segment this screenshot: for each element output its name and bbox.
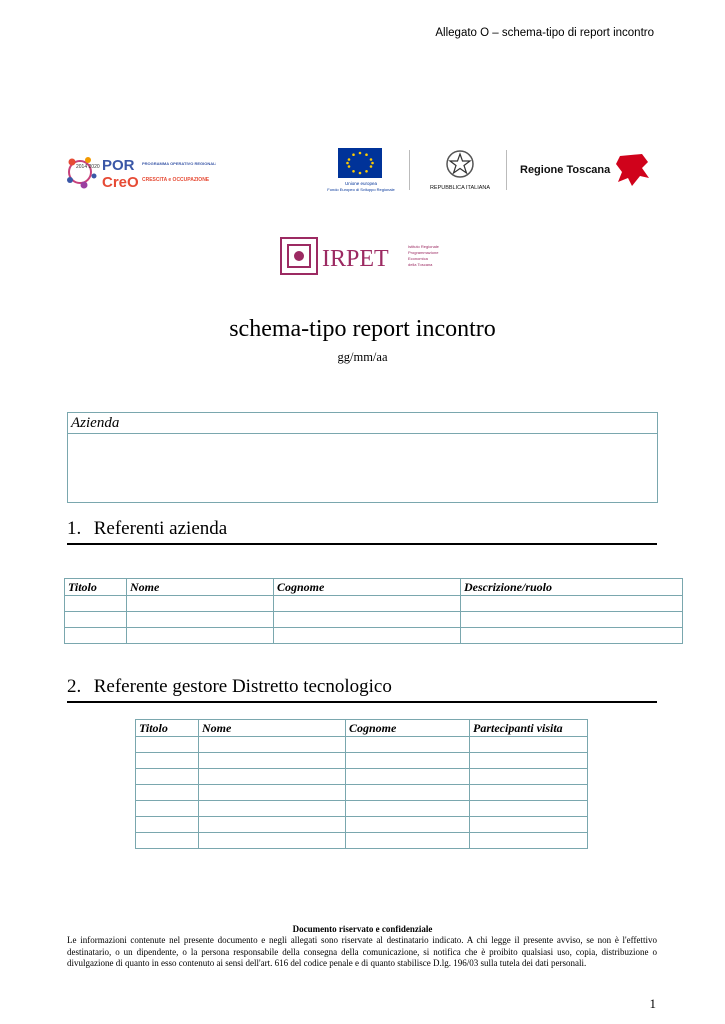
table-cell[interactable] <box>461 628 683 644</box>
table-cell[interactable] <box>127 612 274 628</box>
svg-text:Programmazione: Programmazione <box>408 250 439 255</box>
svg-text:REPUBBLICA ITALIANA: REPUBBLICA ITALIANA <box>429 185 491 191</box>
section-title: Referenti azienda <box>93 518 228 539</box>
table-cell[interactable] <box>127 628 274 644</box>
table-cell[interactable] <box>470 817 588 833</box>
table-cell[interactable] <box>199 769 346 785</box>
table-cell[interactable] <box>199 801 346 817</box>
table-cell[interactable] <box>199 753 346 769</box>
footer-disclaimer: Le informazioni contenute nel presente documento e negli allegati sono riservate al destinatario indicato. A chi legge il presente avviso, se non è l'effettivo destinatario, o un dipendente, o la persona responsabile della consegna della comunicazione, si notifica che è proibito qualsiasi uso, copia, distribuzione o divulgazione di quanto in esso contenuto ai sensi dell'art. 616 del codice penale e di quanto stabilisce D.lg. 196/03 sulla tutela dei dati personali. <box>67 935 657 968</box>
table-cell[interactable] <box>136 801 199 817</box>
table-cell[interactable] <box>346 769 470 785</box>
column-header: Nome <box>127 579 274 596</box>
table-cell[interactable] <box>136 817 199 833</box>
referente-gestore-table <box>135 719 588 849</box>
table-cell[interactable] <box>274 628 461 644</box>
page-number: 1 <box>649 996 656 1011</box>
table-cell[interactable] <box>136 753 199 769</box>
table-cell[interactable] <box>470 833 588 849</box>
por-creo-logo <box>66 152 216 194</box>
table-row <box>136 753 588 769</box>
column-header: Cognome <box>274 579 461 596</box>
table-cell[interactable] <box>470 785 588 801</box>
svg-text:Unione europea: Unione europea <box>344 181 378 186</box>
column-header: Partecipanti visita <box>470 720 588 737</box>
table-cell[interactable] <box>470 737 588 753</box>
svg-text:Istituto Regionale: Istituto Regionale <box>408 244 439 249</box>
table-cell[interactable] <box>274 596 461 612</box>
table-cell[interactable] <box>461 612 683 628</box>
table-cell[interactable] <box>346 785 470 801</box>
table-row <box>65 596 683 612</box>
table-row <box>136 801 588 817</box>
table-cell[interactable] <box>127 596 274 612</box>
por-years: 2014 2020 <box>76 164 100 170</box>
table-cell[interactable] <box>470 801 588 817</box>
table-row <box>136 737 588 753</box>
column-header: Nome <box>199 720 346 737</box>
table-cell[interactable] <box>470 753 588 769</box>
header-note: Allegato O – schema-tipo di report incontro <box>435 27 654 39</box>
table-row <box>136 785 588 801</box>
table-row <box>136 769 588 785</box>
table-row <box>136 817 588 833</box>
column-header: Titolo <box>136 720 199 737</box>
svg-text:CRESCITA e OCCUPAZIONE: CRESCITA e OCCUPAZIONE <box>142 177 210 183</box>
eu-flag-logo <box>318 148 404 194</box>
referenti-azienda-table <box>64 578 683 644</box>
table-cell[interactable] <box>461 596 683 612</box>
table-cell[interactable] <box>199 833 346 849</box>
svg-text:Fondo Europeo di Sviluppo Regi: Fondo Europeo di Sviluppo Regionale <box>327 187 395 192</box>
table-cell[interactable] <box>346 753 470 769</box>
svg-text:POR: POR <box>102 157 135 174</box>
table-row <box>65 628 683 644</box>
table-cell[interactable] <box>470 769 588 785</box>
table-header-row <box>65 579 683 596</box>
svg-text:PROGRAMMA OPERATIVO REGIONALE: PROGRAMMA OPERATIVO REGIONALE <box>142 161 216 166</box>
azienda-label: Azienda <box>68 413 657 434</box>
svg-text:Economica: Economica <box>408 256 428 261</box>
table-cell[interactable] <box>136 785 199 801</box>
table-cell[interactable] <box>136 769 199 785</box>
table-cell[interactable] <box>346 817 470 833</box>
document-date: gg/mm/aa <box>337 350 388 364</box>
irpet-logo <box>280 236 450 276</box>
section-number: 2. <box>67 676 82 697</box>
table-cell[interactable] <box>65 612 127 628</box>
table-cell[interactable] <box>346 737 470 753</box>
table-cell[interactable] <box>199 817 346 833</box>
svg-text:della Toscana: della Toscana <box>408 262 433 267</box>
table-cell[interactable] <box>346 833 470 849</box>
logo-divider <box>506 150 507 190</box>
table-cell[interactable] <box>65 628 127 644</box>
table-cell[interactable] <box>199 737 346 753</box>
repubblica-italiana-emblem <box>418 148 502 194</box>
svg-text:IRPET: IRPET <box>322 246 389 272</box>
table-row <box>136 833 588 849</box>
table-cell[interactable] <box>136 833 199 849</box>
section-referenti-azienda <box>67 518 657 545</box>
table-header-row <box>136 720 588 737</box>
logo-divider <box>409 150 410 190</box>
azienda-box <box>67 412 658 503</box>
svg-text:CreO: CreO <box>102 174 139 191</box>
table-cell[interactable] <box>136 737 199 753</box>
column-header: Descrizione/ruolo <box>461 579 683 596</box>
section-title: Referente gestore Distretto tecnologico <box>93 676 392 697</box>
column-header: Cognome <box>346 720 470 737</box>
table-cell[interactable] <box>199 785 346 801</box>
svg-text:Regione Toscana: Regione Toscana <box>520 164 611 176</box>
azienda-field[interactable] <box>68 434 657 502</box>
table-cell[interactable] <box>346 801 470 817</box>
document-title: schema-tipo report incontro <box>229 316 496 342</box>
table-cell[interactable] <box>65 596 127 612</box>
section-number: 1. <box>67 518 82 539</box>
regione-toscana-logo <box>512 148 658 194</box>
section-referente-gestore <box>67 676 657 703</box>
table-cell[interactable] <box>274 612 461 628</box>
column-header: Titolo <box>65 579 127 596</box>
footer-title: Documento riservato e confidenziale <box>292 924 433 934</box>
table-row <box>65 612 683 628</box>
